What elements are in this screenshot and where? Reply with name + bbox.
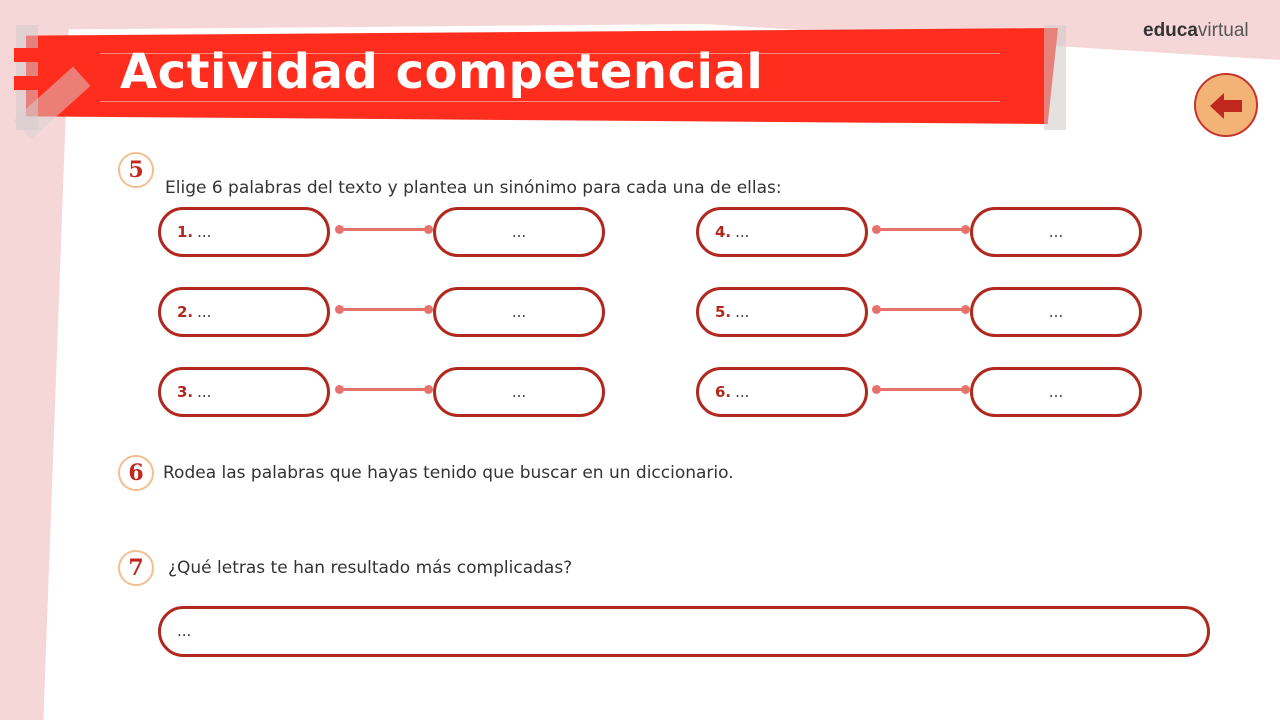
synonym-value: ... — [511, 303, 527, 321]
synonym-value: ... — [511, 383, 527, 401]
activity-prompt: Rodea las palabras que hayas tenido que buscar en un diccionario. — [163, 463, 734, 483]
activity-prompt: ¿Qué letras te han resultado más complicadas? — [168, 558, 573, 578]
synonym-field-6[interactable] — [970, 367, 1142, 417]
arrow-left-icon — [1210, 93, 1244, 119]
synonym-value: ... — [1048, 223, 1064, 241]
page-title: Actividad competencial — [120, 44, 764, 100]
synonym-value: ... — [511, 223, 527, 241]
brand-part-2: virtual — [1197, 20, 1249, 41]
synonym-value: ... — [1048, 303, 1064, 321]
back-button[interactable] — [1194, 73, 1258, 137]
brand-part-1: educa — [1143, 20, 1198, 41]
word-value: ... — [197, 383, 212, 401]
word-field-4[interactable] — [696, 207, 868, 257]
word-number: 6. — [715, 383, 732, 401]
pair-connector — [876, 388, 966, 391]
word-field-6[interactable] — [696, 367, 868, 417]
pair-connector — [339, 228, 429, 231]
synonym-field-3[interactable] — [433, 367, 605, 417]
word-value: ... — [735, 303, 750, 321]
word-value: ... — [735, 383, 750, 401]
pair-connector — [876, 228, 966, 231]
banner-line-bottom — [100, 101, 1000, 102]
activity-prompt: Elige 6 palabras del texto y plantea un sinónimo para cada una de ellas: — [165, 178, 782, 198]
banner-tab — [14, 48, 54, 62]
activity-number: 5 — [118, 152, 154, 188]
pair-connector — [339, 388, 429, 391]
answer-field[interactable] — [158, 606, 1210, 657]
pair-connector — [876, 308, 966, 311]
word-number: 3. — [177, 383, 194, 401]
synonym-field-2[interactable] — [433, 287, 605, 337]
word-value: ... — [197, 223, 212, 241]
pair-connector — [339, 308, 429, 311]
word-field-3[interactable] — [158, 367, 330, 417]
word-field-1[interactable] — [158, 207, 330, 257]
word-number: 5. — [715, 303, 732, 321]
word-value: ... — [197, 303, 212, 321]
word-value: ... — [735, 223, 750, 241]
banner-tape-right — [1044, 25, 1066, 130]
word-field-5[interactable] — [696, 287, 868, 337]
word-number: 2. — [177, 303, 194, 321]
synonym-value: ... — [1048, 383, 1064, 401]
synonym-field-5[interactable] — [970, 287, 1142, 337]
synonym-field-4[interactable] — [970, 207, 1142, 257]
synonym-field-1[interactable] — [433, 207, 605, 257]
word-number: 4. — [715, 223, 732, 241]
brand-logo — [1143, 20, 1249, 42]
word-number: 1. — [177, 223, 194, 241]
activity-number: 6 — [118, 455, 154, 491]
activity-number: 7 — [118, 550, 154, 586]
answer-value: ... — [177, 622, 192, 640]
word-field-2[interactable] — [158, 287, 330, 337]
